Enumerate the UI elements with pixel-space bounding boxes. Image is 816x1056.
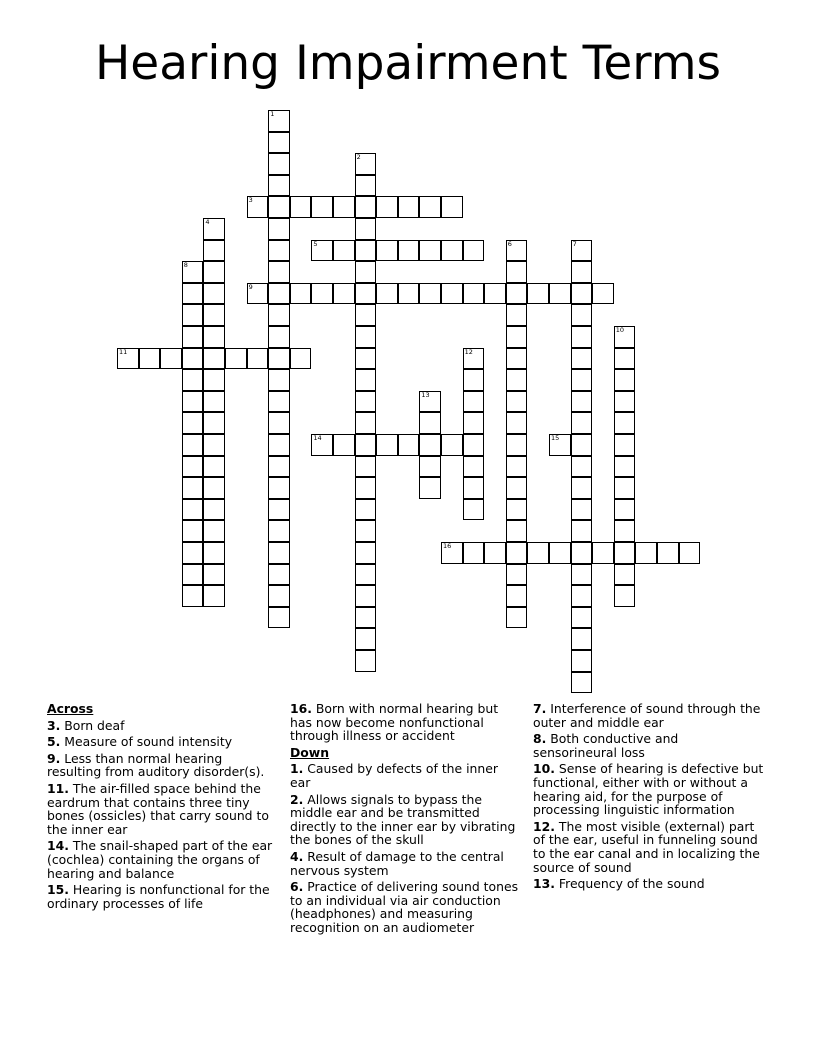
grid-cell[interactable] [463,391,485,413]
grid-cell[interactable] [614,391,636,413]
grid-cell[interactable] [355,520,377,542]
grid-cell[interactable] [398,196,420,218]
grid-cell[interactable] [398,240,420,262]
clue-item-text: The air-filled space behind the eardrum that contains three tiny bones (ossicles) that carry sound to the inner ear [47,780,269,837]
grid-cell[interactable] [376,434,398,456]
grid-cell[interactable] [247,196,269,218]
clue-number: 11 [119,347,128,356]
grid-cell[interactable] [268,175,290,197]
grid-cell[interactable] [268,520,290,542]
clues-column-1 [47,702,279,913]
grid-cell[interactable] [203,348,225,370]
grid-cell[interactable] [139,348,161,370]
grid-cell[interactable] [571,499,593,521]
grid-cell[interactable] [398,283,420,305]
grid-cell[interactable] [463,240,485,262]
clue-item-number: 13. [533,876,555,892]
grid-cell[interactable] [355,628,377,650]
grid-cell[interactable] [182,564,204,586]
grid-cell[interactable] [571,240,593,262]
clue-number: 15 [551,434,560,442]
grid-cell[interactable] [506,412,528,434]
clue-item-text: Measure of sound intensity [60,734,233,750]
grid-cell[interactable] [527,283,549,305]
grid-cell[interactable] [268,348,290,370]
grid-cell[interactable] [355,369,377,391]
grid-cell[interactable] [203,391,225,413]
clue-item-number: 4. [290,848,304,864]
clue-item-text: Frequency of the sound [554,876,705,892]
grid-cell[interactable] [117,348,139,370]
grid-cell[interactable] [571,326,593,348]
clue-item-number: 10. [533,761,555,777]
clue-number: 5 [313,239,318,248]
grid-cell[interactable] [355,434,377,456]
grid-cell[interactable] [268,218,290,240]
grid-cell[interactable] [463,456,485,478]
grid-cell[interactable] [463,477,485,499]
grid-cell[interactable] [290,196,312,218]
clue-item-text: The snail-shaped part of the ear (cochlea) containing the organs of hearing and balance [47,838,273,881]
grid-cell[interactable] [355,196,377,218]
clue-item-number: 16. [290,701,312,716]
grid-cell[interactable] [506,456,528,478]
grid-cell[interactable] [203,283,225,305]
grid-cell[interactable] [614,585,636,607]
clue-number: 4 [205,218,210,226]
grid-cell[interactable] [333,240,355,262]
grid-cell[interactable] [571,650,593,672]
grid-cell[interactable] [506,477,528,499]
grid-cell[interactable] [419,196,441,218]
grid-cell[interactable] [355,542,377,564]
grid-cell[interactable] [203,542,225,564]
grid-cell[interactable] [268,499,290,521]
grid-cell[interactable] [419,391,441,413]
clue-item [533,762,765,816]
clue-number: 14 [313,434,322,442]
clue-item-text: Result of damage to the central nervous system [290,848,504,878]
clue-item-number: 15. [47,882,69,898]
clue-item [533,877,765,891]
grid-cell[interactable] [506,240,528,262]
grid-cell[interactable] [268,261,290,283]
grid-cell[interactable] [549,434,571,456]
clue-number: 16 [443,542,452,550]
clue-number: 7 [572,239,577,248]
grid-cell[interactable] [333,434,355,456]
clue-item-text: Born with normal hearing but has now become nonfunctional through illness or accident [290,701,499,744]
grid-cell[interactable] [506,542,528,564]
grid-cell[interactable] [506,261,528,283]
grid-cell[interactable] [247,348,269,370]
grid-cell[interactable] [463,283,485,305]
grid-cell[interactable] [203,326,225,348]
clue-item [290,793,522,847]
grid-cell[interactable] [355,348,377,370]
grid-cell[interactable] [355,153,377,175]
grid-cell[interactable] [268,110,290,132]
grid-cell[interactable] [419,456,441,478]
grid-cell[interactable] [484,542,506,564]
clue-item-text: Less than normal hearing resulting from auditory disorder(s). [47,750,265,780]
grid-cell[interactable] [571,542,593,564]
grid-cell[interactable] [506,348,528,370]
grid-cell[interactable] [571,585,593,607]
grid-cell[interactable] [614,456,636,478]
grid-cell[interactable] [376,240,398,262]
grid-cell[interactable] [657,542,679,564]
clue-number: 12 [464,347,473,356]
grid-cell[interactable] [679,542,701,564]
grid-cell[interactable] [419,283,441,305]
grid-cell[interactable] [182,391,204,413]
grid-cell[interactable] [311,434,333,456]
grid-cell[interactable] [571,672,593,694]
grid-cell[interactable] [355,412,377,434]
grid-cell[interactable] [614,542,636,564]
grid-cell[interactable] [268,240,290,262]
grid-cell[interactable] [506,499,528,521]
grid-cell[interactable] [203,477,225,499]
grid-cell[interactable] [506,520,528,542]
grid-cell[interactable] [614,326,636,348]
grid-cell[interactable] [506,369,528,391]
grid-cell[interactable] [571,348,593,370]
grid-cell[interactable] [549,542,571,564]
clue-item-text: Allows signals to bypass the middle ear and be transmitted directly to the inner ear by vibrating the bones of the skull [290,791,516,848]
grid-cell[interactable] [182,585,204,607]
grid-cell[interactable] [203,218,225,240]
clue-item [290,850,522,877]
clue-item-number: 6. [290,879,304,895]
clue-item [290,762,522,789]
grid-cell[interactable] [571,564,593,586]
grid-cell[interactable] [203,499,225,521]
clue-item [533,820,765,874]
grid-cell[interactable] [571,628,593,650]
puzzle-title: Hearing Impairment Terms [94,36,722,91]
grid-cell[interactable] [441,240,463,262]
grid-cell[interactable] [463,369,485,391]
clue-item-number: 2. [290,791,304,807]
grid-cell[interactable] [571,607,593,629]
clue-item-text: Hearing is nonfunctional for the ordinary processes of life [47,882,270,911]
grid-cell[interactable] [614,520,636,542]
grid-cell[interactable] [268,542,290,564]
grid-cell[interactable] [268,369,290,391]
grid-cell[interactable] [333,196,355,218]
clue-number: 6 [507,239,512,248]
grid-cell[interactable] [247,283,269,305]
grid-cell[interactable] [225,348,247,370]
clue-item-number: 11. [47,780,69,796]
grid-cell[interactable] [268,477,290,499]
grid-cell[interactable] [419,434,441,456]
grid-cell[interactable] [182,542,204,564]
grid-cell[interactable] [419,412,441,434]
grid-cell[interactable] [419,240,441,262]
grid-cell[interactable] [182,369,204,391]
grid-cell[interactable] [506,304,528,326]
grid-cell[interactable] [290,283,312,305]
grid-cell[interactable] [333,283,355,305]
grid-cell[interactable] [182,477,204,499]
grid-cell[interactable] [268,326,290,348]
grid-cell[interactable] [355,477,377,499]
clue-item-number: 12. [533,818,555,834]
grid-cell[interactable] [484,283,506,305]
grid-cell[interactable] [203,369,225,391]
grid-cell[interactable] [441,542,463,564]
grid-cell[interactable] [203,261,225,283]
clue-heading: Down [290,744,330,760]
grid-cell[interactable] [571,434,593,456]
grid-cell[interactable] [635,542,657,564]
grid-cell[interactable] [441,283,463,305]
grid-cell[interactable] [182,456,204,478]
grid-cell[interactable] [182,261,204,283]
grid-cell[interactable] [614,564,636,586]
grid-cell[interactable] [571,520,593,542]
grid-cell[interactable] [203,456,225,478]
grid-cell[interactable] [614,412,636,434]
grid-cell[interactable] [268,153,290,175]
clue-item [290,880,522,934]
grid-cell[interactable] [506,434,528,456]
grid-cell[interactable] [268,196,290,218]
grid-cell[interactable] [182,348,204,370]
clue-item-text: Sense of hearing is defective but functional, either with or without a hearing aid, for the purpose of processing linguistic information [533,761,764,818]
clue-item-number: 9. [47,750,61,766]
grid-cell[interactable] [268,391,290,413]
grid-cell[interactable] [506,585,528,607]
grid-cell[interactable] [441,196,463,218]
grid-cell[interactable] [355,283,377,305]
clue-item-number: 3. [47,717,61,733]
grid-cell[interactable] [463,542,485,564]
grid-cell[interactable] [268,564,290,586]
clue-number: 8 [183,261,188,270]
clue-number: 13 [421,390,430,399]
grid-cell[interactable] [268,304,290,326]
grid-cell[interactable] [355,304,377,326]
grid-cell[interactable] [549,283,571,305]
grid-cell[interactable] [376,196,398,218]
grid-cell[interactable] [463,348,485,370]
grid-cell[interactable] [268,456,290,478]
grid-cell[interactable] [182,499,204,521]
grid-cell[interactable] [203,520,225,542]
grid-cell[interactable] [182,326,204,348]
grid-cell[interactable] [355,240,377,262]
clue-item [533,732,765,759]
clue-item [290,702,522,743]
grid-cell[interactable] [614,348,636,370]
clue-number: 3 [248,196,253,205]
grid-cell[interactable] [182,412,204,434]
clue-item-text: The most visible (external) part of the ear, useful in funneling sound to the ear canal and in localizing the source of sound [533,818,760,875]
grid-cell[interactable] [506,326,528,348]
clues-column-3 [533,702,765,894]
grid-cell[interactable] [376,283,398,305]
grid-cell[interactable] [506,607,528,629]
grid-cell[interactable] [311,240,333,262]
clues-column-2 [290,702,522,938]
clue-item-text: Both conductive and sensorineural loss [533,731,679,760]
grid-cell[interactable] [203,412,225,434]
grid-cell[interactable] [311,196,333,218]
clue-number: 10 [615,326,625,334]
clue-item [47,839,279,880]
grid-cell[interactable] [268,412,290,434]
clue-item-number: 1. [290,761,304,777]
grid-cell[interactable] [355,585,377,607]
grid-cell[interactable] [419,477,441,499]
grid-cell[interactable] [355,456,377,478]
grid-cell[interactable] [203,434,225,456]
grid-cell[interactable] [355,564,377,586]
grid-cell[interactable] [506,283,528,305]
clue-item-number: 7. [533,701,547,716]
clue-item [47,719,279,733]
clue-number: 2 [356,153,361,162]
grid-cell[interactable] [355,391,377,413]
clue-item-text: Born deaf [60,717,125,733]
grid-cell[interactable] [614,434,636,456]
clue-item [47,752,279,779]
grid-cell[interactable] [355,499,377,521]
grid-cell[interactable] [571,283,593,305]
grid-cell[interactable] [571,304,593,326]
grid-cell[interactable] [268,585,290,607]
grid-cell[interactable] [203,585,225,607]
grid-cell[interactable] [268,132,290,154]
clue-item-text: Caused by defects of the inner ear [290,761,498,790]
grid-cell[interactable] [463,434,485,456]
grid-cell[interactable] [311,283,333,305]
grid-cell[interactable] [571,391,593,413]
grid-cell[interactable] [614,499,636,521]
clue-heading: Across [47,701,94,716]
clue-item-number: 8. [533,731,547,747]
grid-cell[interactable] [355,218,377,240]
grid-cell[interactable] [355,175,377,197]
grid-cell[interactable] [290,348,312,370]
grid-cell[interactable] [614,369,636,391]
grid-cell[interactable] [182,304,204,326]
grid-cell[interactable] [355,607,377,629]
grid-cell[interactable] [614,477,636,499]
grid-cell[interactable] [182,283,204,305]
clue-item [47,883,279,910]
grid-cell[interactable] [355,650,377,672]
clue-item [47,782,279,836]
clue-item-number: 14. [47,838,69,854]
grid-cell[interactable] [268,434,290,456]
grid-cell[interactable] [203,304,225,326]
clue-number: 1 [270,110,275,118]
grid-cell[interactable] [355,326,377,348]
clue-item [533,702,765,729]
grid-cell[interactable] [592,283,614,305]
clue-item [47,735,279,749]
clue-item-text: Practice of delivering sound tones to an individual via air conduction (headphones) and measuring recognition on an audiometer [290,879,519,935]
grid-cell[interactable] [203,564,225,586]
grid-cell[interactable] [182,434,204,456]
clue-item-text: Interference of sound through the outer and middle ear [533,701,761,730]
grid-cell[interactable] [463,499,485,521]
clue-item-number: 5. [47,734,61,750]
grid-cell[interactable] [463,412,485,434]
grid-cell[interactable] [203,240,225,262]
grid-cell[interactable] [571,369,593,391]
grid-cell[interactable] [506,391,528,413]
grid-cell[interactable] [506,564,528,586]
grid-cell[interactable] [571,412,593,434]
grid-cell[interactable] [571,477,593,499]
grid-cell[interactable] [268,607,290,629]
clue-number: 9 [248,282,253,291]
grid-cell[interactable] [355,261,377,283]
grid-cell[interactable] [441,434,463,456]
grid-cell[interactable] [571,456,593,478]
grid-cell[interactable] [571,261,593,283]
grid-cell[interactable] [160,348,182,370]
grid-cell[interactable] [182,520,204,542]
grid-cell[interactable] [592,542,614,564]
grid-cell[interactable] [398,434,420,456]
grid-cell[interactable] [527,542,549,564]
grid-cell[interactable] [268,283,290,305]
